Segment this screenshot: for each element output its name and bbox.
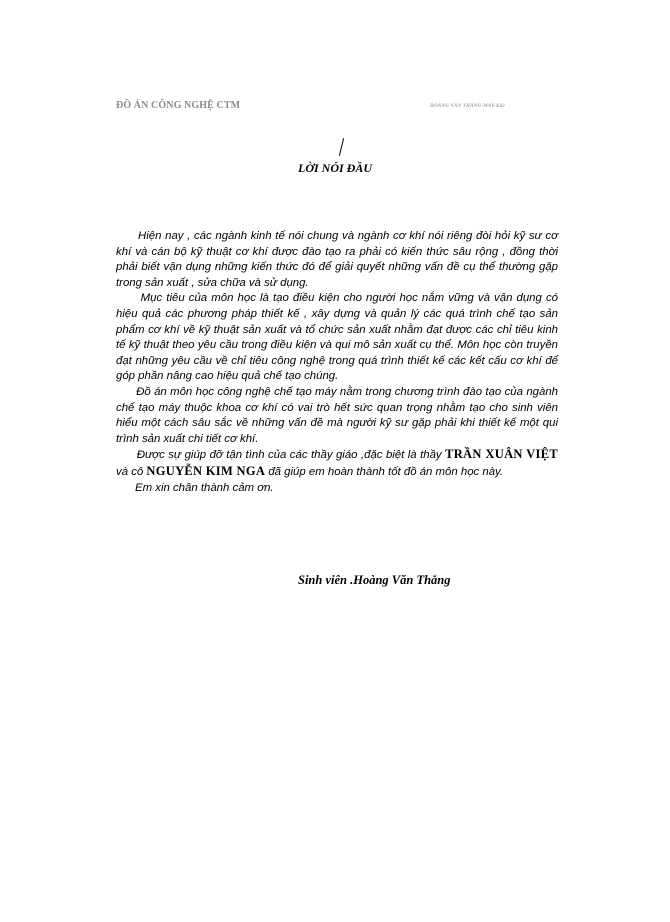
paragraph-4-mid: và cô bbox=[116, 465, 147, 478]
paragraph-4-post: đã giúp em hoàn thành tốt đồ án môn học này. bbox=[265, 465, 504, 478]
paragraph-2 bbox=[116, 291, 558, 385]
paragraph-3 bbox=[116, 385, 558, 447]
teacher-name-2: NGUYỄN KIM NGA bbox=[146, 463, 266, 478]
paragraph-4-pre: Được sự giúp đỡ tận tình của các thầy giáo ,đặc biệt là thầy bbox=[136, 449, 446, 462]
body-text bbox=[116, 229, 558, 496]
paragraph-4 bbox=[116, 447, 558, 480]
header-left: ĐỒ ÁN CÔNG NGHỆ CTM bbox=[116, 100, 241, 111]
page-title: LỜI NÓI ĐẦU bbox=[297, 161, 372, 175]
paragraph-3-text: Đồ án môn học công nghệ chế tạo máy nằm trong chương trình đào tạo của ngành chế tạo máy thuộc khoa cơ khí có vai trò hết sức quan trọng nhằm tạo cho sinh viên hiểu một cách sâu sắc về những vấn đề mà người kỹ sư gặp phải khi thiết kế một qui trình sản xuất chi tiết cơ khí. bbox=[116, 385, 558, 445]
paragraph-1-text: Hiện nay , các ngành kinh tế nói chung và ngành cơ khí nói riêng đòi hỏi kỹ sư cơ khí và cán bộ kỹ thuật cơ khí được đào tạo ra phải có kiến thức sâu rộng , đồng thời phải biết vận dụng những kiến thức đó để giải quyết những vấn đề cụ thể thường gặp trong sản xuất , sửa chữa và sử dụng. bbox=[116, 230, 558, 289]
slash-mark bbox=[339, 138, 344, 156]
paragraph-5-text: Em xin chân thành cảm ơn. bbox=[135, 481, 274, 494]
paragraph-5 bbox=[116, 481, 558, 497]
header-right: HOÀNG VĂN THẮNG-MÁY-K42 bbox=[430, 104, 505, 109]
paragraph-2-text: Mục tiêu của môn học là tạo điều kiện cho người học nắm vững và vận dụng có hiệu quả các phương pháp thiết kế , xây dựng và quản lý các quá trình chế tạo sản phẩm cơ khí về kỹ thuật sản xuất và tổ chức sản xuất nhằm đạt được các chỉ tiêu kinh tế kỹ thuật theo yêu cầu trong điều kiện và qui mô sản xuất cụ thể. Môn học còn truyền đạt những yêu cầu về chỉ tiêu công nghệ trong quá trình thiết kế các kết cấu cơ khí để góp phần nâng cao hiệu quả chế tạo chúng. bbox=[116, 292, 558, 383]
signature: Sinh viên .Hoàng Văn Thắng bbox=[298, 573, 451, 587]
paragraph-1 bbox=[116, 229, 558, 291]
teacher-name-1: TRẦN XUÂN VIỆT bbox=[445, 447, 558, 462]
